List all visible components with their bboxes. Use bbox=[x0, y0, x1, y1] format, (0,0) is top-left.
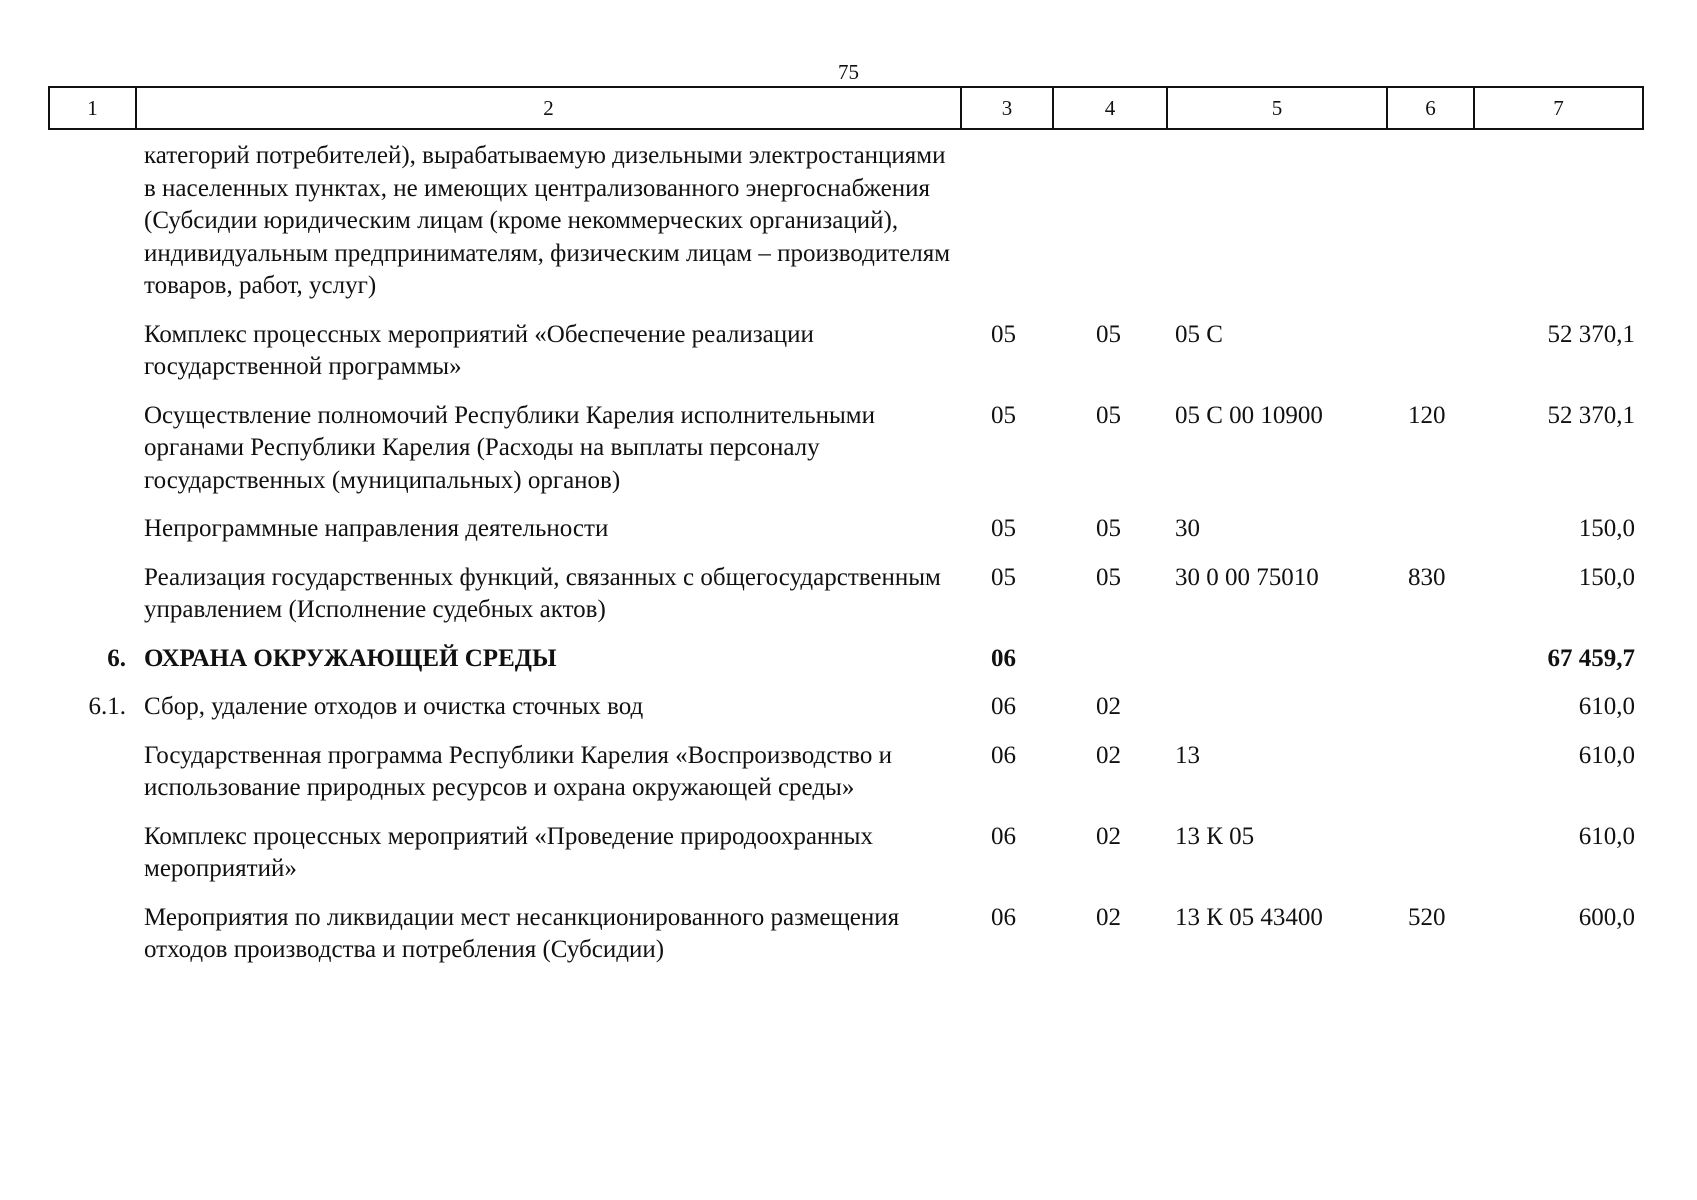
row-number: 6. bbox=[107, 644, 126, 672]
table-row bbox=[49, 129, 1643, 319]
row-code-4: 02 bbox=[1096, 822, 1121, 850]
section-row bbox=[49, 643, 1643, 692]
row-description: Реализация государственных функций, связанных с общегосударственным управлением (Исполнение судебных актов) bbox=[144, 563, 941, 623]
row-code-4: 05 bbox=[1096, 563, 1121, 591]
row-code-6 bbox=[1387, 319, 1474, 400]
table-row bbox=[49, 513, 1643, 562]
row-description: ОХРАНА ОКРУЖАЮЩЕЙ СРЕДЫ bbox=[144, 644, 557, 672]
row-code-4 bbox=[1053, 643, 1167, 692]
row-code-5 bbox=[1167, 643, 1387, 692]
table-row bbox=[49, 740, 1643, 821]
row-code-4: 02 bbox=[1096, 693, 1121, 720]
row-amount: 52 370,1 bbox=[1547, 401, 1635, 429]
row-code-3: 05 bbox=[991, 320, 1016, 348]
header-row bbox=[49, 87, 1643, 129]
row-number bbox=[49, 562, 136, 643]
row-code-4: 05 bbox=[1096, 515, 1121, 542]
row-code-5: 30 bbox=[1175, 515, 1200, 542]
row-amount: 610,0 bbox=[1578, 693, 1635, 720]
row-code-6 bbox=[1387, 643, 1474, 692]
row-amount: 150,0 bbox=[1578, 563, 1635, 591]
row-amount bbox=[1474, 129, 1643, 319]
row-code-5: 05 С 00 10900 bbox=[1175, 401, 1323, 429]
row-code-4: 05 bbox=[1096, 320, 1121, 348]
row-code-6 bbox=[1387, 821, 1474, 902]
column-header-7: 7 bbox=[1474, 87, 1643, 129]
row-code-3: 06 bbox=[991, 822, 1016, 850]
row-code-3: 05 bbox=[991, 515, 1016, 542]
table-row bbox=[49, 562, 1643, 643]
row-description: Сбор, удаление отходов и очистка сточных вод bbox=[144, 693, 644, 720]
row-code-3: 06 bbox=[991, 903, 1016, 931]
row-amount: 150,0 bbox=[1578, 515, 1635, 542]
row-number: 6.1. bbox=[88, 693, 126, 720]
row-description: Государственная программа Республики Карелия «Воспроизводство и использование природных ресурсов и охрана окружающей среды» bbox=[144, 741, 893, 801]
row-description: Комплекс процессных мероприятий «Проведение природоохранных мероприятий» bbox=[144, 822, 873, 882]
column-header-6: 6 bbox=[1387, 87, 1474, 129]
column-header-3: 3 bbox=[961, 87, 1053, 129]
row-code-5: 13 К 05 43400 bbox=[1175, 903, 1323, 931]
row-code-3: 05 bbox=[991, 563, 1016, 591]
page-number: 75 bbox=[838, 60, 859, 84]
row-amount: 600,0 bbox=[1578, 903, 1635, 931]
row-code-4 bbox=[1053, 129, 1167, 319]
row-description: Комплекс процессных мероприятий «Обеспечение реализации государственной программы» bbox=[144, 320, 814, 380]
row-code-3: 06 bbox=[991, 741, 1016, 769]
row-code-4: 02 bbox=[1096, 741, 1121, 769]
row-description: Мероприятия по ликвидации мест несанкционированного размещения отходов производства и потребления (Субсидии) bbox=[144, 903, 900, 963]
table-row bbox=[49, 400, 1643, 514]
row-amount: 52 370,1 bbox=[1547, 320, 1635, 348]
row-code-5: 30 0 00 75010 bbox=[1175, 563, 1319, 591]
table-row bbox=[49, 821, 1643, 902]
row-code-6: 830 bbox=[1408, 563, 1446, 591]
row-number bbox=[49, 129, 136, 319]
table-row bbox=[49, 691, 1643, 740]
row-number bbox=[49, 902, 136, 983]
row-code-4: 02 bbox=[1096, 903, 1121, 931]
row-code-6: 520 bbox=[1408, 903, 1446, 931]
row-description: Непрограммные направления деятельности bbox=[144, 515, 609, 542]
row-code-5 bbox=[1167, 129, 1387, 319]
row-code-4: 05 bbox=[1096, 401, 1121, 429]
row-amount: 610,0 bbox=[1578, 741, 1635, 769]
column-header-2: 2 bbox=[136, 87, 961, 129]
row-code-6 bbox=[1387, 691, 1474, 740]
row-number bbox=[49, 740, 136, 821]
row-number bbox=[49, 319, 136, 400]
table-row bbox=[49, 902, 1643, 983]
row-code-3 bbox=[961, 129, 1053, 319]
row-code-6 bbox=[1387, 740, 1474, 821]
row-amount: 67 459,7 bbox=[1547, 644, 1635, 672]
table-row bbox=[49, 319, 1643, 400]
column-header-5: 5 bbox=[1167, 87, 1387, 129]
row-code-5 bbox=[1167, 691, 1387, 740]
row-amount: 610,0 bbox=[1578, 822, 1635, 850]
column-header-4: 4 bbox=[1053, 87, 1167, 129]
row-code-3: 06 bbox=[991, 693, 1016, 720]
row-code-6 bbox=[1387, 513, 1474, 562]
row-number bbox=[49, 400, 136, 514]
row-code-5: 13 bbox=[1175, 741, 1200, 769]
row-number bbox=[49, 821, 136, 902]
row-code-3: 06 bbox=[991, 644, 1016, 672]
budget-table bbox=[48, 86, 1644, 983]
column-header-1: 1 bbox=[49, 87, 136, 129]
row-code-5: 05 С bbox=[1175, 320, 1223, 348]
row-number bbox=[49, 513, 136, 562]
row-code-6: 120 bbox=[1408, 401, 1446, 429]
row-code-6 bbox=[1387, 129, 1474, 319]
row-description: категорий потребителей), вырабатываемую дизельными электростанциями в населенных пунктах, не имеющих централизованного энергоснабжения (Субсидии юридическим лицам (кроме некоммерческих организаций), индивидуальным предпринимателям, физическим лицам – производителям товаров, работ, услуг) bbox=[144, 142, 951, 299]
row-code-5: 13 К 05 bbox=[1175, 822, 1255, 850]
row-description: Осуществление полномочий Республики Карелия исполнительными органами Республики Карелия (Расходы на выплаты персоналу государственных (муниципальных) органов) bbox=[144, 401, 875, 494]
row-code-3: 05 bbox=[991, 401, 1016, 429]
